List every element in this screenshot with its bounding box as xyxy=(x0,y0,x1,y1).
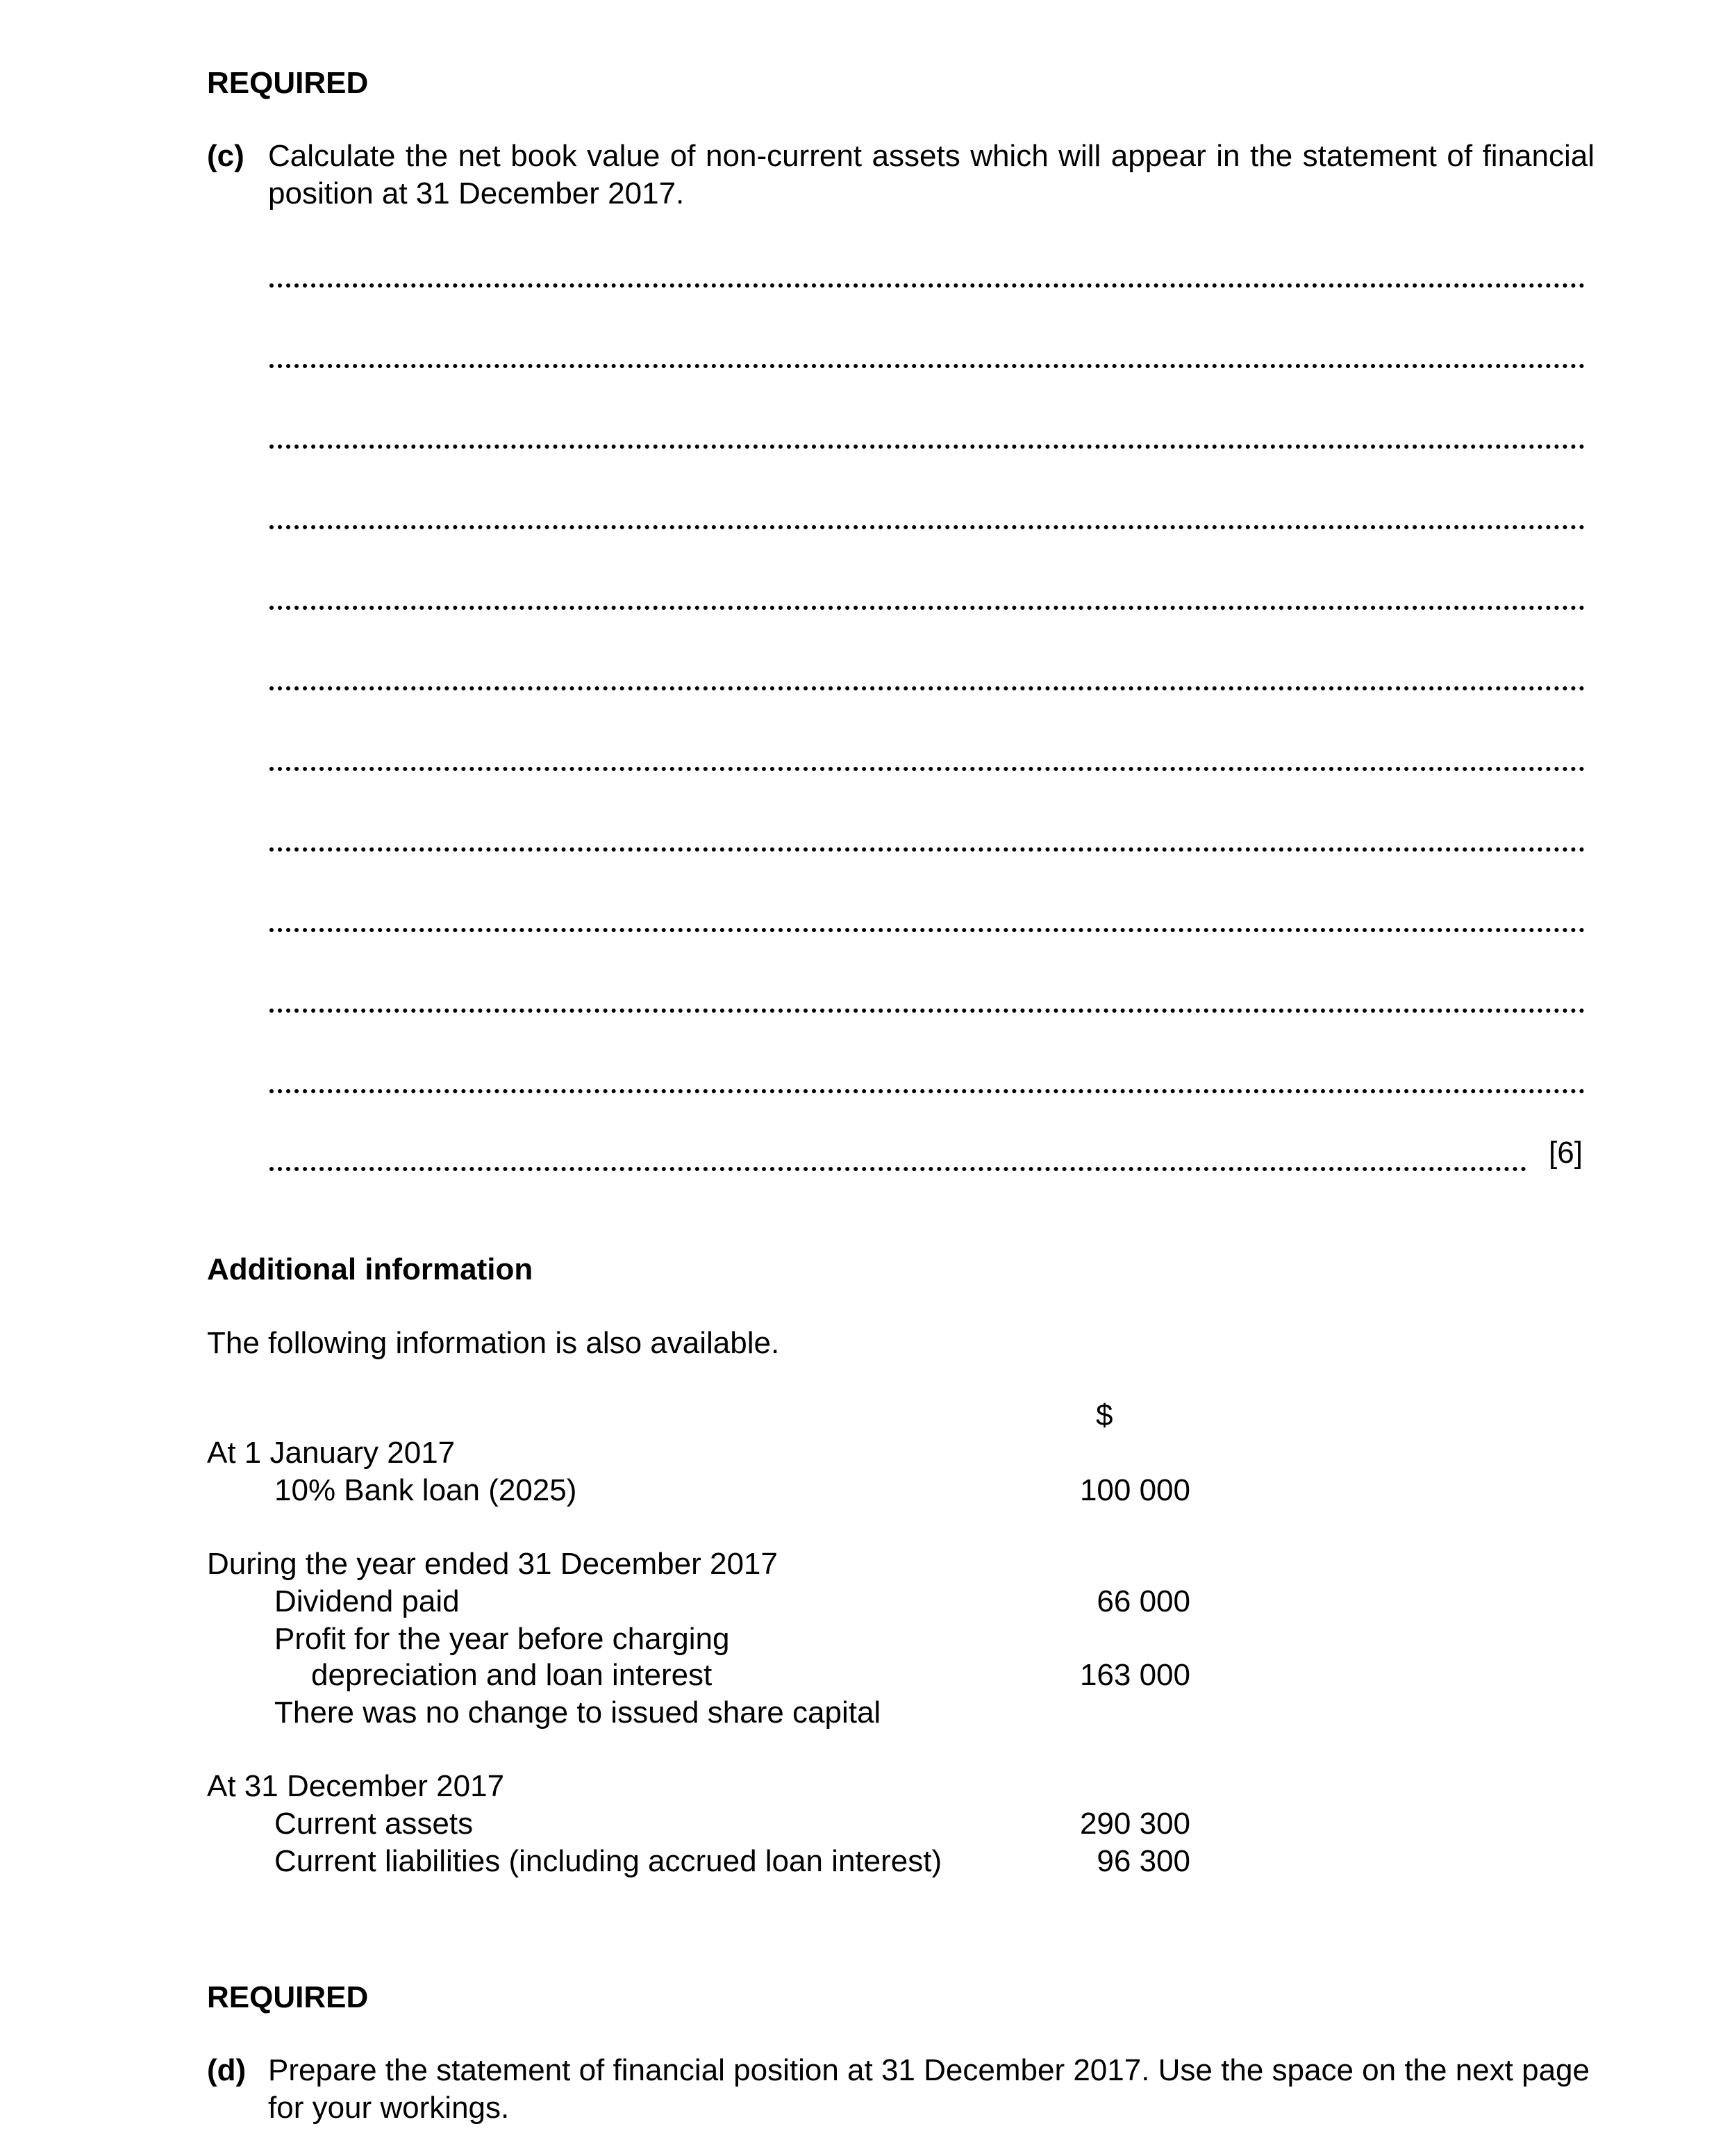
question-text-c: Calculate the net book value of non-current assets which will appear in the statement of financial position at 31 December 2017. xyxy=(268,139,1595,210)
answer-line[interactable] xyxy=(269,847,1585,852)
question-label-d: (d) xyxy=(207,2053,247,2087)
profit-label-line2: depreciation and loan interest xyxy=(311,1658,713,1692)
answer-line[interactable] xyxy=(269,525,1585,529)
answer-line[interactable] xyxy=(269,1009,1585,1013)
current-assets-value: 290 300 xyxy=(1079,1807,1190,1841)
answer-line[interactable] xyxy=(269,445,1585,449)
answer-line[interactable] xyxy=(269,283,1585,288)
bank-loan-label: 10% Bank loan (2025) xyxy=(274,1473,577,1507)
required-heading-d: REQUIRED xyxy=(207,1980,369,2014)
question-label-c: (c) xyxy=(207,139,244,173)
during-year-heading: During the year ended 31 December 2017 xyxy=(207,1547,778,1581)
answer-line[interactable] xyxy=(269,1167,1526,1171)
current-liabilities-label: Current liabilities (including accrued loan interest) xyxy=(274,1844,942,1878)
answer-line[interactable] xyxy=(269,606,1585,610)
dividend-value: 66 000 xyxy=(1097,1584,1190,1618)
share-capital-note: There was no change to issued share capital xyxy=(274,1695,881,1730)
marks-c: [6] xyxy=(1549,1136,1583,1170)
at-start-heading: At 1 January 2017 xyxy=(207,1436,456,1470)
additional-info-intro: The following information is also available. xyxy=(207,1326,780,1360)
answer-line[interactable] xyxy=(269,686,1585,690)
question-text-d: Prepare the statement of financial position at 31 December 2017. Use the space on the next page for your workings. xyxy=(268,2053,1590,2125)
answer-line[interactable] xyxy=(269,928,1585,932)
bank-loan-value: 100 000 xyxy=(1079,1473,1190,1507)
currency-header: $ xyxy=(1096,1398,1113,1432)
current-liabilities-value: 96 300 xyxy=(1097,1844,1190,1878)
current-assets-label: Current assets xyxy=(274,1807,474,1841)
profit-value: 163 000 xyxy=(1079,1658,1190,1692)
profit-label-line1: Profit for the year before charging xyxy=(274,1622,730,1656)
additional-info-heading: Additional information xyxy=(207,1252,533,1286)
dividend-label: Dividend paid xyxy=(274,1584,460,1618)
required-heading-c: REQUIRED xyxy=(207,66,369,100)
at-end-heading: At 31 December 2017 xyxy=(207,1769,505,1803)
answer-line[interactable] xyxy=(269,364,1585,368)
answer-line[interactable] xyxy=(269,767,1585,771)
answer-line[interactable] xyxy=(269,1089,1585,1093)
